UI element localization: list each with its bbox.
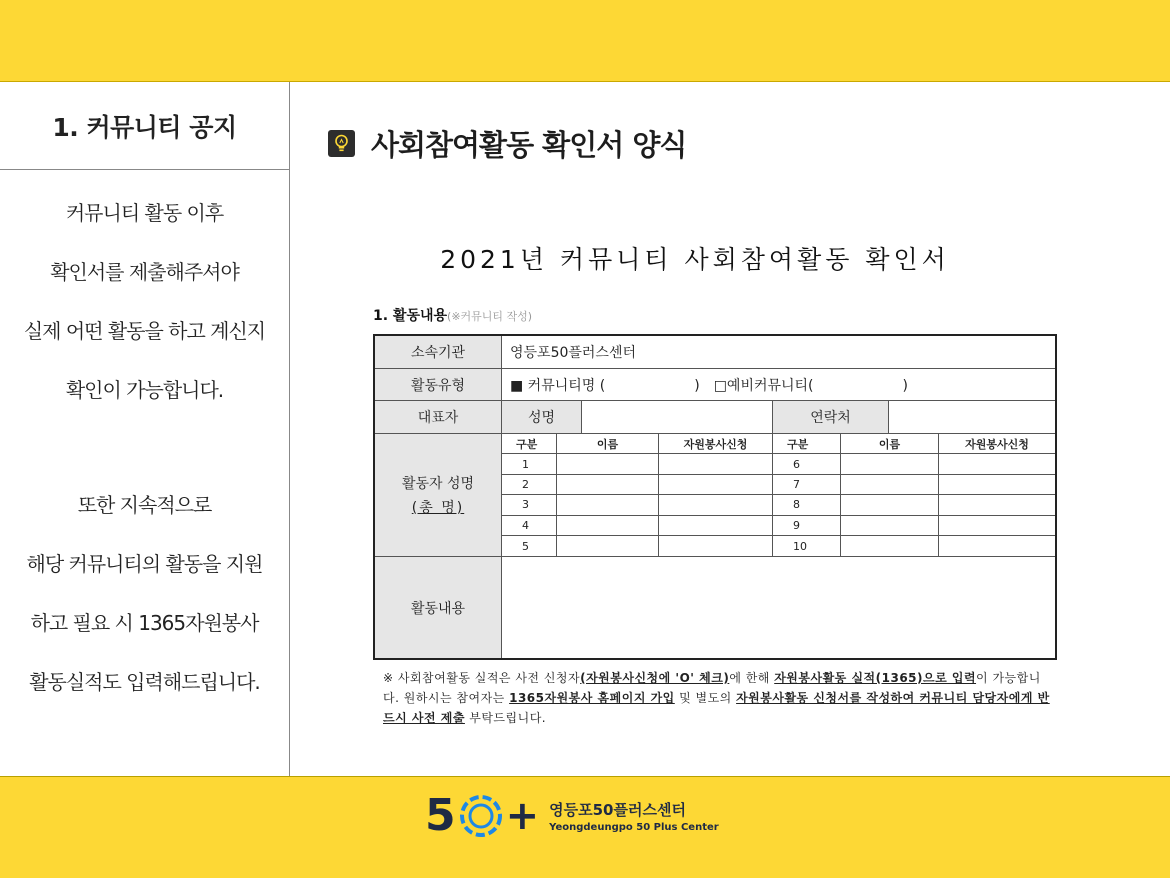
row-number: 7 [773, 475, 841, 494]
contact-field [889, 401, 1055, 433]
notice-line: 해당 커뮤니티의 활동을 지원 [26, 552, 263, 576]
table-row [502, 516, 1055, 536]
activity-label: 활동내용 [375, 557, 502, 658]
pre-community-option: □예비커뮤니티( ) [713, 377, 908, 394]
representative-label: 대표자 [375, 401, 502, 433]
row-number: 8 [773, 495, 841, 514]
sidebar-notice [0, 170, 289, 728]
section-note: (※커뮤니티 작성) [447, 310, 533, 323]
footnote [383, 668, 1055, 728]
notice-line: 하고 필요 시 1365자원봉사 [30, 611, 259, 635]
column-header: 이름 [557, 434, 659, 453]
top-banner [0, 0, 1170, 82]
column-header: 자원봉사신청 [659, 434, 773, 453]
type-label: 활동유형 [375, 369, 502, 400]
representative-row [375, 401, 1055, 434]
footnote-emphasis: 자원봉사활동 실적(1365)으로 입력 [774, 671, 977, 685]
row-number: 2 [502, 475, 557, 494]
activity-row [375, 557, 1055, 658]
volunteer-cell [939, 475, 1055, 494]
name-cell [841, 516, 939, 535]
confirmation-form-table [373, 334, 1057, 660]
members-section [375, 434, 1055, 557]
name-cell [841, 495, 939, 514]
footnote-text: 에 한해 [729, 671, 775, 685]
sidebar-title: 1. 커뮤니티 공지 [0, 82, 289, 170]
section-label [373, 305, 532, 325]
document-title: 2021년 커뮤니티 사회참여활동 확인서 [440, 245, 950, 274]
column-header: 구분 [773, 434, 841, 453]
table-row [502, 495, 1055, 515]
row-number: 3 [502, 495, 557, 514]
column-header: 구분 [502, 434, 557, 453]
volunteer-cell [939, 516, 1055, 535]
name-cell [841, 536, 939, 556]
row-number: 5 [502, 536, 557, 556]
table-row [502, 475, 1055, 495]
column-header: 자원봉사신청 [965, 437, 1029, 451]
main-heading [328, 123, 686, 164]
members-label: 활동자 성명 [401, 476, 475, 493]
row-number: 10 [773, 536, 841, 556]
org-row [375, 336, 1055, 369]
section-title: 1. 활동내용 [373, 308, 448, 324]
notice-line: 커뮤니티 활동 이후 [65, 201, 224, 225]
volunteer-cell [939, 536, 1055, 556]
footnote-text: 부탁드립니다. [464, 711, 547, 725]
logo-plus: + [505, 792, 540, 839]
org-value: 영등포50플러스센터 [510, 345, 637, 361]
notice-line: 또한 지속적으로 [77, 493, 212, 517]
volunteer-cell [659, 495, 773, 514]
logo-text [549, 799, 719, 833]
footnote-emphasis: 1365자원봉사 홈페이지 가입 [509, 691, 675, 705]
members-header-row [502, 434, 1055, 454]
column-header: 이름 [841, 434, 939, 453]
volunteer-cell [659, 454, 773, 473]
table-row [502, 536, 1055, 556]
notice-line: 활동실적도 입력해드립니다. [29, 670, 260, 694]
footnote-emphasis: (자원봉사신청에 'O' 체크) [580, 671, 730, 685]
members-count: (총 명) [411, 500, 465, 517]
volunteer-cell [659, 475, 773, 494]
name-field [582, 401, 773, 433]
page-title: 사회참여활동 확인서 양식 [371, 128, 687, 162]
type-value [502, 369, 1055, 400]
volunteer-cell [659, 516, 773, 535]
footnote-text: 및 별도의 [674, 691, 737, 705]
name-cell [557, 475, 659, 494]
name-cell [557, 454, 659, 473]
lightbulb-icon [328, 130, 355, 157]
name-label: 성명 [502, 401, 582, 433]
footnote-text: ※ 사회참여활동 실적은 사전 신청자 [383, 671, 581, 685]
members-label-cell [375, 434, 502, 556]
center-logo [425, 790, 719, 841]
footnote-text: 이 가능합니다. 원하시는 참여자는 [383, 671, 1041, 705]
footnote-emphasis: 자원봉사활동 신청서를 작성하여 커뮤니티 담당자에게 반드시 사전 제출 [383, 691, 1050, 725]
name-cell [557, 495, 659, 514]
logo-english-name: Yeongdeungpo 50 Plus Center [549, 821, 719, 833]
notice-line: 확인서를 제출해주셔야 [50, 260, 239, 284]
row-number: 9 [773, 516, 841, 535]
row-number: 1 [502, 454, 557, 473]
contact-label: 연락처 [773, 401, 889, 433]
name-cell [557, 516, 659, 535]
name-cell [557, 536, 659, 556]
logo-number: 5 [425, 790, 456, 841]
name-cell [841, 475, 939, 494]
row-number: 6 [773, 454, 841, 473]
community-name-option: ■ 커뮤니티명 ( ) [510, 377, 700, 394]
row-number: 4 [502, 516, 557, 535]
members-table [502, 434, 1055, 556]
table-row [502, 454, 1055, 474]
volunteer-cell [659, 536, 773, 556]
notice-line: 확인이 가능합니다. [65, 378, 224, 402]
sidebar [0, 82, 290, 776]
volunteer-cell [939, 495, 1055, 514]
logo-korean-name: 영등포50플러스센터 [549, 800, 686, 819]
type-row [375, 369, 1055, 401]
name-cell [841, 454, 939, 473]
org-label: 소속기관 [375, 336, 502, 368]
notice-line: 실제 어떤 활동을 하고 계신지 [23, 319, 266, 343]
volunteer-cell [939, 454, 1055, 473]
activity-field [502, 557, 1055, 658]
logo-ring-icon [458, 793, 504, 839]
